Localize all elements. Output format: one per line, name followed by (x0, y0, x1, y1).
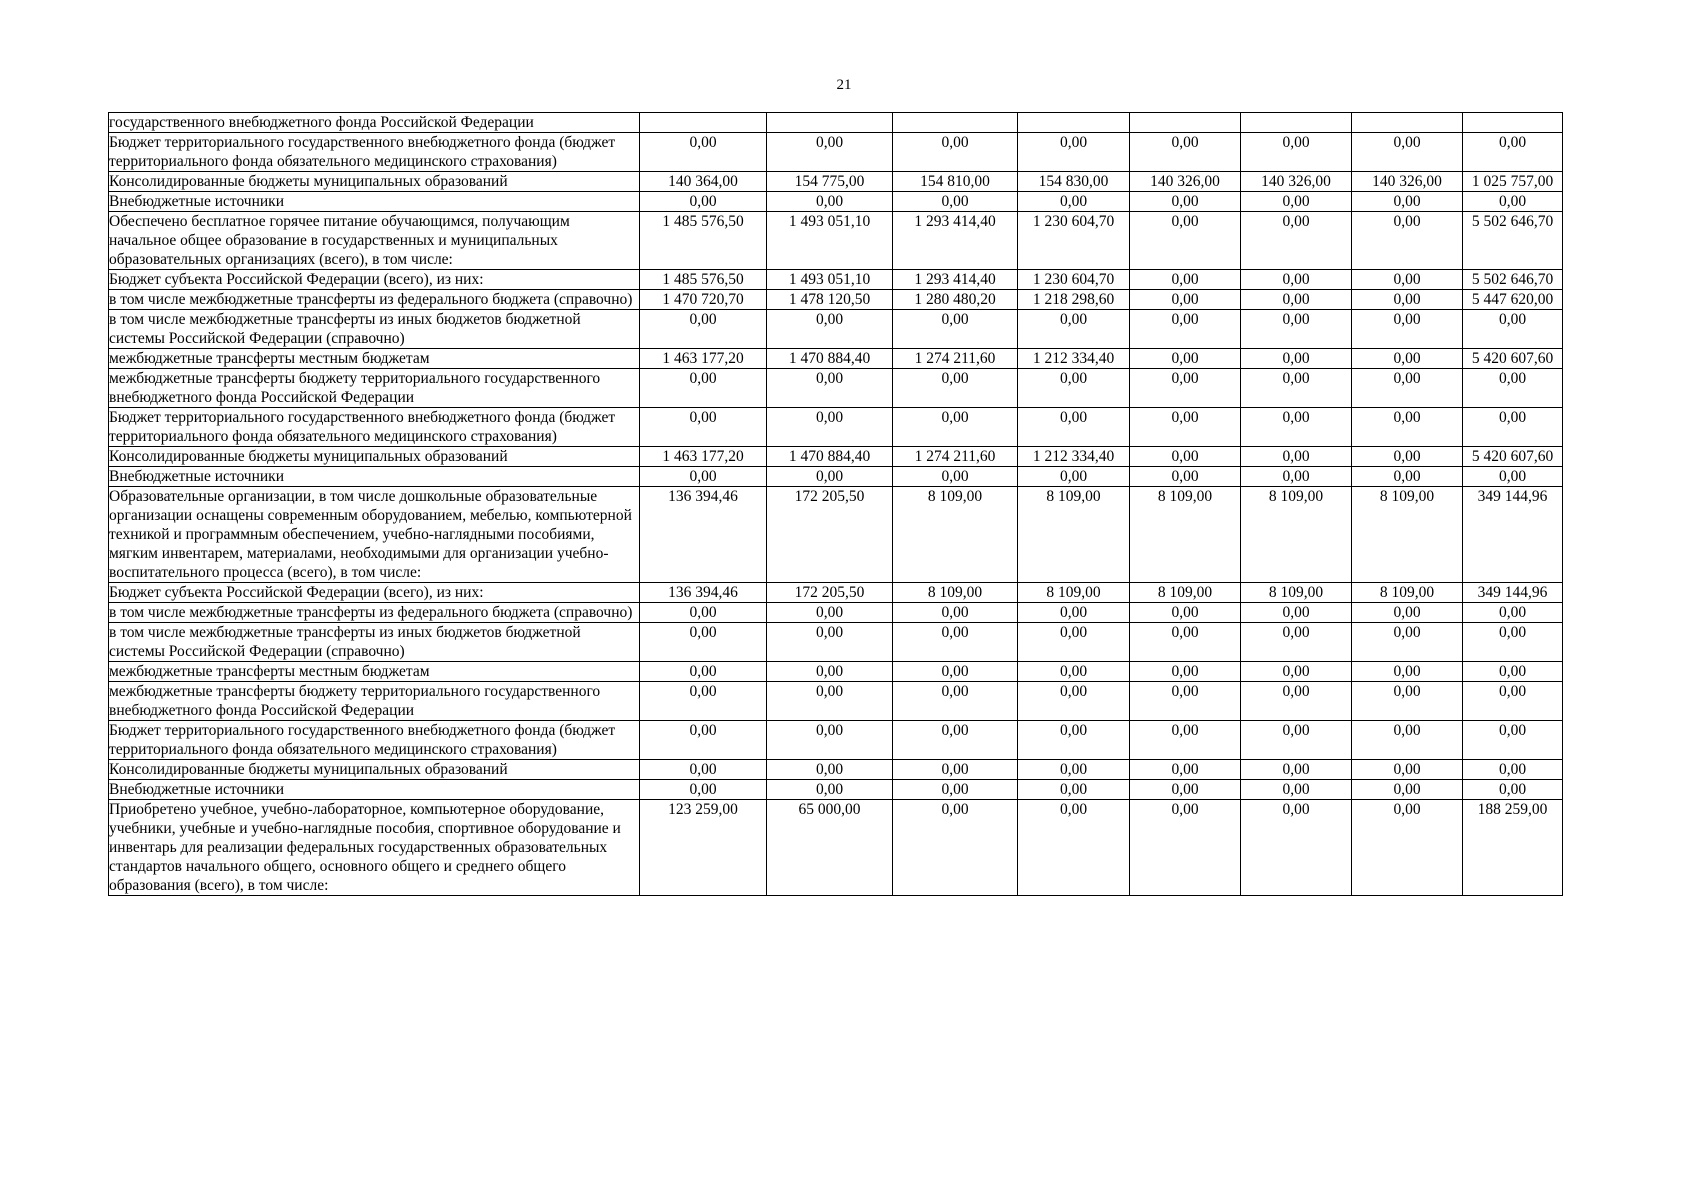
value-cell: 0,00 (1463, 623, 1563, 662)
value-cell (1241, 113, 1352, 133)
value-cell: 0,00 (640, 133, 767, 172)
value-cell: 0,00 (1241, 212, 1352, 270)
value-cell: 0,00 (893, 192, 1018, 212)
value-cell: 0,00 (1463, 603, 1563, 623)
budget-table (108, 112, 1563, 896)
value-cell: 0,00 (1241, 408, 1352, 447)
table-row (109, 133, 1563, 172)
value-cell: 172 205,50 (767, 583, 893, 603)
value-cell: 0,00 (1352, 721, 1463, 760)
value-cell: 8 109,00 (1352, 583, 1463, 603)
value-cell: 1 218 298,60 (1018, 290, 1130, 310)
row-label: Бюджет субъекта Российской Федерации (всего), из них: (109, 583, 640, 603)
value-cell: 154 775,00 (767, 172, 893, 192)
value-cell: 0,00 (1352, 467, 1463, 487)
value-cell: 0,00 (893, 682, 1018, 721)
value-cell: 0,00 (1130, 212, 1241, 270)
value-cell: 0,00 (640, 310, 767, 349)
value-cell (1018, 113, 1130, 133)
table-row (109, 212, 1563, 270)
value-cell: 172 205,50 (767, 487, 893, 583)
value-cell: 0,00 (767, 662, 893, 682)
value-cell: 0,00 (1018, 192, 1130, 212)
table-row (109, 113, 1563, 133)
value-cell: 0,00 (1352, 408, 1463, 447)
value-cell (1463, 113, 1563, 133)
value-cell (640, 113, 767, 133)
value-cell: 0,00 (1463, 369, 1563, 408)
value-cell: 0,00 (893, 467, 1018, 487)
value-cell: 0,00 (893, 800, 1018, 896)
value-cell: 0,00 (1130, 192, 1241, 212)
value-cell: 0,00 (640, 760, 767, 780)
value-cell: 0,00 (1352, 780, 1463, 800)
value-cell: 0,00 (1130, 447, 1241, 467)
row-label: Внебюджетные источники (109, 780, 640, 800)
value-cell: 0,00 (1018, 467, 1130, 487)
row-label: межбюджетные трансферты бюджету территориального государственного внебюджетного фонда Российской Федерации (109, 369, 640, 408)
value-cell: 1 463 177,20 (640, 447, 767, 467)
value-cell: 0,00 (1352, 310, 1463, 349)
value-cell: 65 000,00 (767, 800, 893, 896)
value-cell: 0,00 (1241, 721, 1352, 760)
value-cell (767, 113, 893, 133)
value-cell: 5 502 646,70 (1463, 270, 1563, 290)
table-row (109, 682, 1563, 721)
row-label: в том числе межбюджетные трансферты из иных бюджетов бюджетной системы Российской Федерации (справочно) (109, 623, 640, 662)
value-cell: 0,00 (1241, 133, 1352, 172)
value-cell: 0,00 (767, 192, 893, 212)
value-cell: 0,00 (1241, 447, 1352, 467)
value-cell: 0,00 (1018, 662, 1130, 682)
value-cell: 0,00 (767, 682, 893, 721)
row-label: Внебюджетные источники (109, 467, 640, 487)
value-cell: 0,00 (1352, 270, 1463, 290)
value-cell: 0,00 (1130, 133, 1241, 172)
value-cell: 0,00 (1463, 721, 1563, 760)
row-label: межбюджетные трансферты бюджету территориального государственного внебюджетного фонда Российской Федерации (109, 682, 640, 721)
row-label: Консолидированные бюджеты муниципальных образований (109, 760, 640, 780)
value-cell (1352, 113, 1463, 133)
value-cell: 0,00 (1352, 623, 1463, 662)
value-cell: 0,00 (767, 780, 893, 800)
value-cell: 0,00 (1130, 603, 1241, 623)
value-cell: 0,00 (1018, 603, 1130, 623)
value-cell: 136 394,46 (640, 487, 767, 583)
value-cell: 0,00 (1018, 800, 1130, 896)
value-cell: 0,00 (1352, 349, 1463, 369)
value-cell: 0,00 (1130, 662, 1241, 682)
value-cell: 5 502 646,70 (1463, 212, 1563, 270)
value-cell: 0,00 (1352, 192, 1463, 212)
value-cell: 0,00 (893, 133, 1018, 172)
value-cell: 0,00 (1018, 310, 1130, 349)
value-cell: 8 109,00 (1241, 487, 1352, 583)
row-label: Бюджет субъекта Российской Федерации (всего), из них: (109, 270, 640, 290)
value-cell: 0,00 (1352, 662, 1463, 682)
value-cell: 0,00 (1241, 603, 1352, 623)
value-cell: 1 025 757,00 (1463, 172, 1563, 192)
table-row (109, 780, 1563, 800)
row-label: межбюджетные трансферты местным бюджетам (109, 349, 640, 369)
value-cell: 0,00 (640, 682, 767, 721)
value-cell: 5 447 620,00 (1463, 290, 1563, 310)
value-cell: 0,00 (767, 133, 893, 172)
value-cell: 123 259,00 (640, 800, 767, 896)
row-label: Бюджет территориального государственного внебюджетного фонда (бюджет территориального фонда обязательного медицинского страхования) (109, 408, 640, 447)
value-cell: 1 212 334,40 (1018, 349, 1130, 369)
value-cell: 0,00 (1463, 780, 1563, 800)
row-label: в том числе межбюджетные трансферты из федерального бюджета (справочно) (109, 603, 640, 623)
table-row (109, 662, 1563, 682)
value-cell: 140 326,00 (1241, 172, 1352, 192)
value-cell: 0,00 (1352, 369, 1463, 408)
value-cell: 1 293 414,40 (893, 270, 1018, 290)
value-cell (893, 113, 1018, 133)
value-cell: 0,00 (1130, 623, 1241, 662)
value-cell: 0,00 (1352, 603, 1463, 623)
value-cell: 0,00 (1130, 760, 1241, 780)
value-cell: 0,00 (1130, 408, 1241, 447)
value-cell: 1 478 120,50 (767, 290, 893, 310)
value-cell: 0,00 (1463, 467, 1563, 487)
value-cell: 5 420 607,60 (1463, 349, 1563, 369)
value-cell: 0,00 (1130, 800, 1241, 896)
value-cell: 0,00 (893, 780, 1018, 800)
value-cell: 0,00 (640, 623, 767, 662)
value-cell: 0,00 (767, 721, 893, 760)
value-cell: 1 280 480,20 (893, 290, 1018, 310)
value-cell: 0,00 (1241, 192, 1352, 212)
value-cell: 1 274 211,60 (893, 447, 1018, 467)
value-cell: 0,00 (1352, 682, 1463, 721)
table-row (109, 467, 1563, 487)
value-cell: 0,00 (1130, 310, 1241, 349)
value-cell: 1 274 211,60 (893, 349, 1018, 369)
value-cell: 1 230 604,70 (1018, 212, 1130, 270)
table-row (109, 623, 1563, 662)
table-row (109, 583, 1563, 603)
table-row (109, 760, 1563, 780)
value-cell: 8 109,00 (1018, 487, 1130, 583)
page-number: 21 (836, 77, 852, 93)
row-label: в том числе межбюджетные трансферты из федерального бюджета (справочно) (109, 290, 640, 310)
value-cell: 0,00 (767, 623, 893, 662)
value-cell: 8 109,00 (893, 583, 1018, 603)
value-cell: 1 485 576,50 (640, 270, 767, 290)
value-cell: 0,00 (1241, 270, 1352, 290)
value-cell: 0,00 (1018, 682, 1130, 721)
value-cell: 5 420 607,60 (1463, 447, 1563, 467)
value-cell: 0,00 (1241, 760, 1352, 780)
value-cell: 140 326,00 (1352, 172, 1463, 192)
value-cell: 0,00 (1018, 623, 1130, 662)
value-cell: 0,00 (1241, 290, 1352, 310)
value-cell: 0,00 (1463, 192, 1563, 212)
value-cell: 0,00 (767, 408, 893, 447)
value-cell: 0,00 (640, 721, 767, 760)
row-label: межбюджетные трансферты местным бюджетам (109, 662, 640, 682)
value-cell: 0,00 (893, 310, 1018, 349)
value-cell: 0,00 (1130, 290, 1241, 310)
value-cell: 1 230 604,70 (1018, 270, 1130, 290)
value-cell: 0,00 (1130, 349, 1241, 369)
table-row (109, 721, 1563, 760)
value-cell: 0,00 (893, 603, 1018, 623)
table-row (109, 800, 1563, 896)
value-cell: 1 493 051,10 (767, 270, 893, 290)
value-cell: 0,00 (640, 603, 767, 623)
table-row (109, 349, 1563, 369)
value-cell: 1 470 884,40 (767, 349, 893, 369)
value-cell: 1 485 576,50 (640, 212, 767, 270)
value-cell: 0,00 (1241, 780, 1352, 800)
value-cell: 0,00 (767, 310, 893, 349)
value-cell: 0,00 (1241, 467, 1352, 487)
value-cell: 0,00 (1352, 447, 1463, 467)
value-cell: 0,00 (1463, 133, 1563, 172)
value-cell: 0,00 (1018, 760, 1130, 780)
value-cell: 1 463 177,20 (640, 349, 767, 369)
value-cell: 0,00 (1018, 369, 1130, 408)
table-row (109, 369, 1563, 408)
value-cell: 0,00 (1241, 800, 1352, 896)
value-cell: 0,00 (767, 467, 893, 487)
table-row (109, 192, 1563, 212)
value-cell: 0,00 (1352, 760, 1463, 780)
value-cell: 1 212 334,40 (1018, 447, 1130, 467)
value-cell: 8 109,00 (1352, 487, 1463, 583)
value-cell: 349 144,96 (1463, 583, 1563, 603)
value-cell: 0,00 (767, 603, 893, 623)
value-cell: 0,00 (1130, 270, 1241, 290)
value-cell: 0,00 (640, 192, 767, 212)
value-cell: 0,00 (640, 780, 767, 800)
value-cell: 0,00 (1130, 467, 1241, 487)
value-cell: 0,00 (767, 760, 893, 780)
row-label: Приобретено учебное, учебно-лабораторное, компьютерное оборудование, учебники, учебные и учебно-наглядные пособия, спортивное оборудование и инвентарь для реализации федеральных государственных образовательных стандартов начального общего, основного общего и среднего общего образования (всего), в том числе: (109, 800, 640, 896)
value-cell: 0,00 (893, 760, 1018, 780)
value-cell: 8 109,00 (1130, 583, 1241, 603)
row-label: государственного внебюджетного фонда Российской Федерации (109, 113, 640, 133)
value-cell: 0,00 (1352, 290, 1463, 310)
value-cell: 0,00 (640, 662, 767, 682)
value-cell: 8 109,00 (893, 487, 1018, 583)
value-cell: 0,00 (1018, 721, 1130, 760)
table-row (109, 447, 1563, 467)
value-cell: 140 364,00 (640, 172, 767, 192)
value-cell: 349 144,96 (1463, 487, 1563, 583)
table-row (109, 408, 1563, 447)
row-label: Бюджет территориального государственного внебюджетного фонда (бюджет территориального фонда обязательного медицинского страхования) (109, 721, 640, 760)
value-cell: 0,00 (1018, 133, 1130, 172)
value-cell: 0,00 (893, 408, 1018, 447)
table-row (109, 310, 1563, 349)
value-cell: 0,00 (1241, 369, 1352, 408)
value-cell: 154 830,00 (1018, 172, 1130, 192)
value-cell: 0,00 (1018, 780, 1130, 800)
value-cell: 0,00 (1130, 369, 1241, 408)
value-cell: 0,00 (640, 408, 767, 447)
value-cell: 0,00 (1241, 349, 1352, 369)
value-cell: 0,00 (1130, 682, 1241, 721)
row-label: в том числе межбюджетные трансферты из иных бюджетов бюджетной системы Российской Федерации (справочно) (109, 310, 640, 349)
value-cell: 0,00 (767, 369, 893, 408)
value-cell: 0,00 (640, 369, 767, 408)
value-cell: 0,00 (1130, 721, 1241, 760)
value-cell: 0,00 (1352, 133, 1463, 172)
value-cell: 0,00 (1241, 623, 1352, 662)
value-cell: 0,00 (1241, 662, 1352, 682)
value-cell: 140 326,00 (1130, 172, 1241, 192)
table-row (109, 603, 1563, 623)
value-cell: 0,00 (893, 662, 1018, 682)
value-cell: 8 109,00 (1130, 487, 1241, 583)
value-cell: 188 259,00 (1463, 800, 1563, 896)
row-label: Обеспечено бесплатное горячее питание обучающимся, получающим начальное общее образование в государственных и муниципальных образовательных организациях (всего), в том числе: (109, 212, 640, 270)
value-cell: 1 493 051,10 (767, 212, 893, 270)
value-cell: 0,00 (1463, 760, 1563, 780)
value-cell: 0,00 (1463, 662, 1563, 682)
value-cell: 1 470 884,40 (767, 447, 893, 467)
value-cell: 0,00 (1352, 212, 1463, 270)
row-label: Консолидированные бюджеты муниципальных образований (109, 447, 640, 467)
value-cell: 8 109,00 (1018, 583, 1130, 603)
row-label: Внебюджетные источники (109, 192, 640, 212)
value-cell: 0,00 (893, 721, 1018, 760)
value-cell: 1 293 414,40 (893, 212, 1018, 270)
value-cell: 0,00 (1463, 408, 1563, 447)
value-cell: 0,00 (1018, 408, 1130, 447)
value-cell: 0,00 (640, 467, 767, 487)
value-cell: 8 109,00 (1241, 583, 1352, 603)
value-cell: 154 810,00 (893, 172, 1018, 192)
table-row (109, 290, 1563, 310)
value-cell: 1 470 720,70 (640, 290, 767, 310)
value-cell: 0,00 (893, 623, 1018, 662)
value-cell: 0,00 (1463, 682, 1563, 721)
row-label: Бюджет территориального государственного внебюджетного фонда (бюджет территориального фонда обязательного медицинского страхования) (109, 133, 640, 172)
row-label: Образовательные организации, в том числе дошкольные образовательные организации оснащены современным оборудованием, мебелью, компьютерной техникой и программным обеспечением, учебно-наглядными пособиями, мягким инвентарем, материалами, необходимыми для организации учебно-воспитательного процесса (всего), в том числе: (109, 487, 640, 583)
value-cell: 0,00 (1130, 780, 1241, 800)
value-cell: 0,00 (893, 369, 1018, 408)
row-label: Консолидированные бюджеты муниципальных образований (109, 172, 640, 192)
value-cell: 0,00 (1463, 310, 1563, 349)
table-row (109, 172, 1563, 192)
table-row (109, 487, 1563, 583)
value-cell (1130, 113, 1241, 133)
value-cell: 0,00 (1241, 310, 1352, 349)
value-cell: 0,00 (1352, 800, 1463, 896)
table-row (109, 270, 1563, 290)
value-cell: 136 394,46 (640, 583, 767, 603)
table-body (109, 113, 1563, 896)
value-cell: 0,00 (1241, 682, 1352, 721)
